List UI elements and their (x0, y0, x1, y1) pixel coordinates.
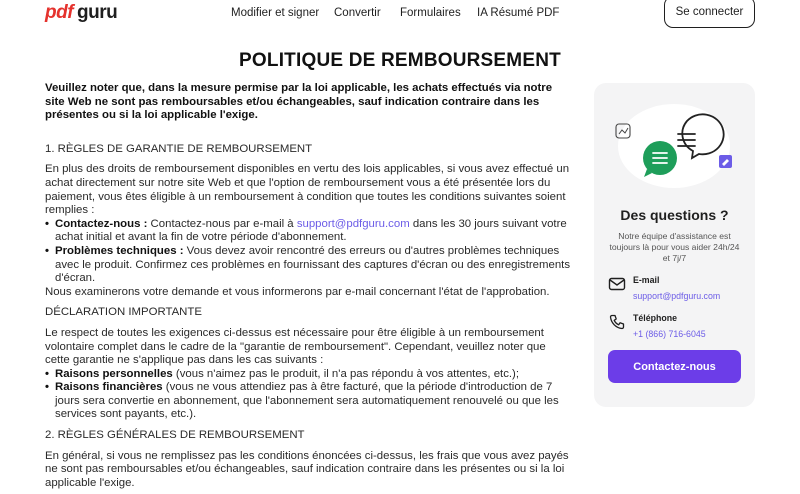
logo-pdf: pdf (45, 2, 74, 23)
header (0, 0, 800, 30)
logo[interactable] (45, 2, 117, 24)
list-item-text: Contactez-nous par e-mail à (147, 217, 297, 230)
list-item-text: (vous ne vous attendiez pas à être facturé, que la période d'introduction de 7 jours sera convertie en abonnement, que l'abonnement sera automatiquement renouvelé ou que les services sont payants, etc.). (55, 381, 559, 421)
contact-us-button[interactable]: Contactez-nous (608, 350, 741, 383)
card-description: Notre équipe d'assistance est toujours là pour vous aider 24h/24 et 7j/7 (609, 231, 740, 263)
list-item-bold: Raisons financières (55, 381, 163, 394)
important-paragraph: Le respect de toutes les exigences ci-dessus est nécessaire pour être éligible à un remboursement volontaire complet dans le cadre de la "garantie de remboursement". Cependant, veuillez noter que cette garantie ne s'applique pas dans les cas suivants : (45, 326, 546, 367)
section2-paragraph: En général, si vous ne remplissez pas les conditions énoncées ci-dessus, les frais que vous avez payés ne sont pas remboursables et/ou échangeables, sauf indication contraire dans les présentes ou si la loi applicable l'exige. (45, 449, 569, 489)
list-item-bold: Raisons personnelles (55, 367, 173, 380)
section1-title: 1. RÈGLES DE GARANTIE DE REMBOURSEMENT (45, 142, 313, 155)
section1-list (45, 218, 573, 286)
list-item (45, 218, 573, 245)
list-item-text: Vous devez avoir rencontré des erreurs ou d'autres problèmes techniques avec le produit. Confirmez ces problèmes en fournissant des captures d'écran ou des enregistrements d'écran. (55, 244, 571, 285)
list-item (45, 245, 573, 286)
chat-bubbles-icon (594, 83, 755, 198)
email-link[interactable]: support@pdfguru.com (633, 291, 721, 301)
intro-paragraph: Veuillez noter que, dans la mesure permise par la loi applicable, les achats effectués via notre site Web ne sont pas remboursables et/ou échangeables, sauf indication contraire dans les présentes ou si la loi applicable l'exige. (45, 82, 553, 122)
list-item (45, 368, 573, 382)
list-item (45, 381, 573, 422)
support-card (594, 83, 755, 407)
list-item-bold: Contactez-nous : (55, 217, 148, 230)
phone-icon (608, 313, 626, 331)
email-label: E-mail (633, 275, 660, 285)
important-title: DÉCLARATION IMPORTANTE (45, 306, 202, 319)
login-button[interactable]: Se connecter (664, 0, 755, 28)
card-title: Des questions ? (620, 207, 729, 223)
phone-label: Téléphone (633, 313, 677, 323)
section2-title: 2. RÈGLES GÉNÉRALES DE REMBOURSEMENT (45, 429, 305, 442)
section1-after: Nous examinerons votre demande et vous informerons par e-mail concernant l'état de l'approbation. (45, 285, 550, 298)
section1-paragraph: En plus des droits de remboursement disponibles en vertu des lois applicables, si vous avez effectué un achat directement sur notre site Web et que l'option de remboursement vous a été présentée lors du paiement, vous êtes éligible à un remboursement à condition que toutes les conditions suivantes soient remplies : (45, 163, 570, 217)
nav-forms[interactable]: Formulaires (400, 7, 461, 19)
nav-ai-summary[interactable]: IA Résumé PDF (477, 7, 560, 19)
logo-guru: guru (77, 2, 118, 23)
support-email-link[interactable]: support@pdfguru.com (296, 217, 410, 230)
policy-content (45, 82, 573, 490)
nav-edit-sign[interactable]: Modifier et signer (231, 7, 320, 19)
list-item-text: (vous n'aimez pas le produit, il n'a pas répondu à vos attentes, etc.); (172, 367, 520, 380)
list-item-bold: Problèmes techniques : (55, 244, 184, 257)
important-list (45, 368, 573, 422)
phone-link[interactable]: +1 (866) 716-6045 (633, 329, 706, 339)
mail-icon (608, 275, 626, 293)
list-item-text: dans les 30 jours suivant votre achat initial et avant la fin de votre période d'abonnement. (55, 217, 567, 244)
nav-convert[interactable]: Convertir (334, 7, 381, 19)
page-title: POLITIQUE DE REMBOURSEMENT (239, 50, 561, 71)
